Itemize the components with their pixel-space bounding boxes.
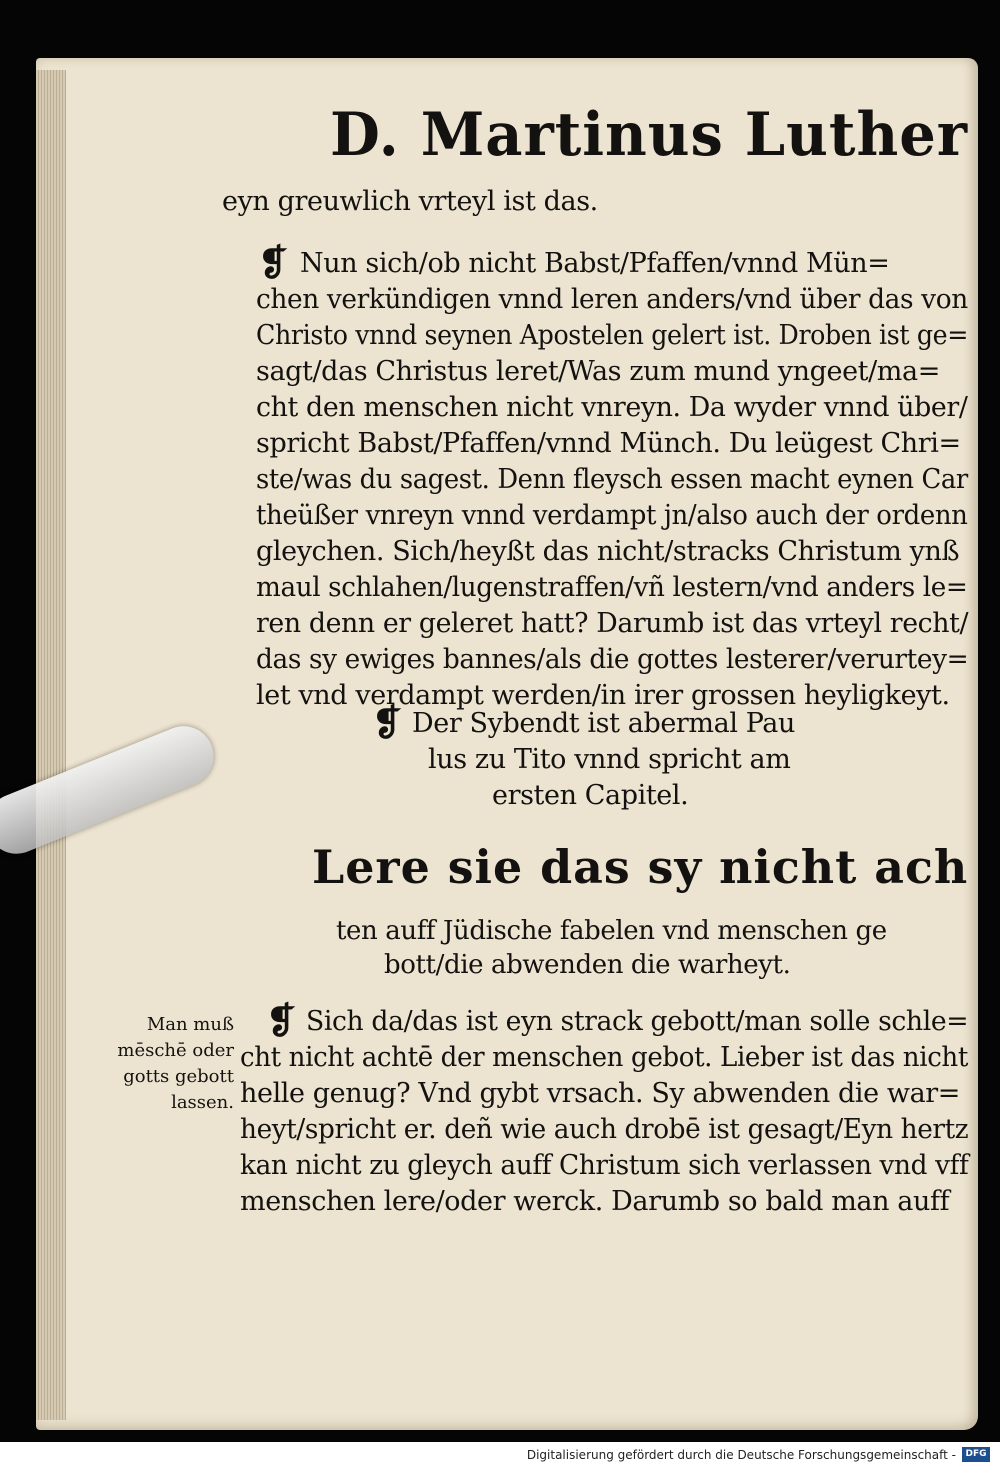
margin-note-line: Man muß xyxy=(146,1014,234,1035)
paragraph1-line: chen verkündigen vnnd leren anders/vnd über das von xyxy=(256,284,968,315)
paragraph1-line: spricht Babst/Pfaffen/vnnd Münch. Du leügest Chri= xyxy=(256,428,961,459)
section-marker: ❡ xyxy=(372,702,403,744)
paragraph1-line: ren denn er geleret hatt? Darumb ist das vrteyl recht/ xyxy=(256,608,969,639)
footer-credit: Digitalisierung gefördert durch die Deutsche Forschungsgemeinschaft - xyxy=(526,1448,956,1462)
margin-note-line: gotts gebott xyxy=(123,1066,234,1087)
margin-note-line: mēschē oder xyxy=(117,1040,234,1061)
footer-bar xyxy=(0,1442,1000,1468)
paragraph-marker: ❡ xyxy=(266,1000,297,1042)
section-heading-cont: bott/die abwenden die warheyt. xyxy=(384,950,791,980)
section-intro-line: Der Sybendt ist abermal Pau xyxy=(412,708,795,739)
paragraph1-line: Nun sich/ob nicht Babst/Pfaffen/vnnd Mün= xyxy=(300,248,890,279)
section-intro-line: ersten Capitel. xyxy=(492,780,689,811)
paragraph1-line: Christo vnnd seynen Apostelen gelert ist. Droben ist ge= xyxy=(256,320,969,351)
paragraph1-line: let vnd verdampt werden/in irer grossen heyligkeyt. xyxy=(256,680,950,711)
first-line: eyn greuwlich vrteyl ist das. xyxy=(222,186,598,217)
paragraph3-line: menschen lere/oder werck. Darumb so bald man auff xyxy=(240,1186,950,1217)
paragraph3-line: kan nicht zu gleych auff Christum sich verlassen vnd vff xyxy=(240,1150,969,1181)
page-edges xyxy=(36,70,66,1420)
paragraph3-line: heyt/spricht er. deñ wie auch drobē ist gesagt/Eyn hertz xyxy=(240,1114,969,1145)
paragraph1-line: ste/was du sagest. Denn fleysch essen macht eynen Car xyxy=(256,464,968,495)
page-title: D. Martinus Luther xyxy=(330,100,968,170)
paragraph1-line: cht den menschen nicht vnreyn. Da wyder vnnd über/ xyxy=(256,392,968,423)
dfg-logo: DFG xyxy=(962,1447,990,1462)
paragraph1-line: das sy ewiges bannes/als die gottes lesterer/verurtey= xyxy=(256,644,969,675)
section-intro-line: lus zu Tito vnnd spricht am xyxy=(428,744,791,775)
section-heading-cont: ten auff Jüdische fabelen vnd menschen ge xyxy=(336,916,887,946)
paragraph1-line: maul schlahen/lugenstraffen/vñ lestern/vnd anders le= xyxy=(256,572,968,603)
paragraph1-line: gleychen. Sich/heyßt das nicht/stracks Christum ynß xyxy=(256,536,960,567)
section-heading: Lere sie das sy nicht ach xyxy=(312,840,969,894)
paragraph3-line: helle genug? Vnd gybt vrsach. Sy abwenden die war= xyxy=(240,1078,961,1109)
paragraph3-line: Sich da/das ist eyn strack gebott/man solle schle= xyxy=(306,1006,969,1037)
paragraph-marker: ❡ xyxy=(258,242,289,284)
paragraph3-line: cht nicht achtē der menschen gebot. Lieber ist das nicht xyxy=(240,1042,968,1073)
paragraph1-line: sagt/das Christus leret/Was zum mund yngeet/ma= xyxy=(256,356,940,387)
paragraph1-line: theüßer vnreyn vnnd verdampt jn/also auch der ordenn xyxy=(256,500,968,531)
margin-note-line: lassen. xyxy=(171,1092,234,1113)
